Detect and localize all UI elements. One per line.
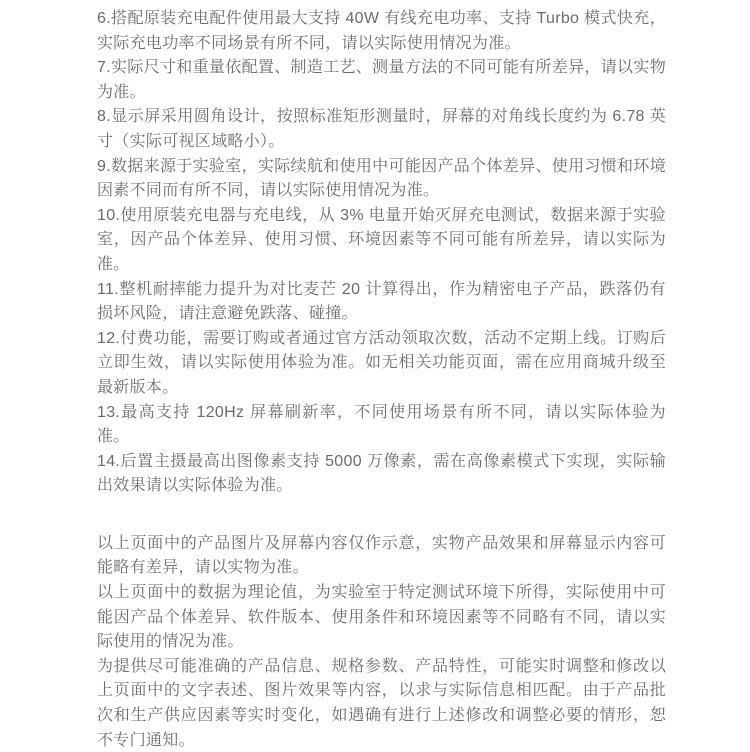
closing-paragraph-images: 以上页面中的产品图片及屏幕内容仅作示意，实物产品效果和屏幕显示内容可能略有差异，请以实物为准。: [97, 534, 666, 577]
disclaimer-note-11: 11.整机耐摔能力提升为对比麦芒 20 计算得出，作为精密电子产品，跌落仍有损坏风险，请注意避免跌落、碰撞。: [97, 280, 666, 323]
closing-disclaimer-paragraphs: [97, 532, 666, 752]
closing-paragraph-data: 以上页面中的数据为理论值，为实验室于特定测试环境下所得，实际使用中可能因产品个体差异、软件版本、使用条件和环境因素等不同略有不同，请以实际使用的情况为准。: [97, 584, 666, 651]
disclaimer-note-13: 13.最高支持 120Hz 屏幕刷新率，不同使用场景有所不同，请以实际体验为准。: [97, 403, 666, 446]
disclaimer-note-12: 12.付费功能，需要订购或者通过官方活动领取次数，活动不定期上线。订购后立即生效，请以实际使用体验为准。如无相关功能页面，需在应用商城升级至最新版本。: [97, 329, 666, 396]
disclaimer-note-7: 7.实际尺寸和重量依配置、制造工艺、测量方法的不同可能有所差异，请以实物为准。: [97, 59, 666, 101]
numbered-disclaimer-list: [97, 7, 666, 499]
disclaimer-note-8: 8.显示屏采用圆角设计，按照标准矩形测量时，屏幕的对角线长度约为 6.78 英寸（实际可视区域略小）。: [97, 108, 666, 150]
disclaimer-note-9: 9.数据来源于实验室，实际续航和使用中可能因产品个体差异、使用习惯和环境因素不同而有所不同，请以实际使用情况为准。: [97, 157, 666, 200]
disclaimer-note-14: 14.后置主摄最高出图像素支持 5000 万像素，需在高像素模式下实现，实际输出效果请以实际体验为准。: [97, 452, 666, 495]
closing-paragraph-accuracy: 为提供尽可能准确的产品信息、规格参数、产品特性，可能实时调整和修改以上页面中的文字表述、图片效果等内容，以求与实际信息相匹配。由于产品批次和生产供应因素等实时变化，如遇确有进行上述修改和调整必要的情形，恕不专门通知。: [97, 657, 666, 749]
disclaimer-note-6: 6.搭配原装充电配件使用最大支持 40W 有线充电功率、支持 Turbo 模式快充，实际充电功率不同场景有所不同，请以实际使用情况为准。: [97, 10, 666, 52]
disclaimer-note-10: 10.使用原装充电器与充电线，从 3% 电量开始灭屏充电测试，数据来源于实验室，因产品个体差异、使用习惯、环境因素等不同可能有所差异，请以实际为准。: [97, 206, 666, 273]
